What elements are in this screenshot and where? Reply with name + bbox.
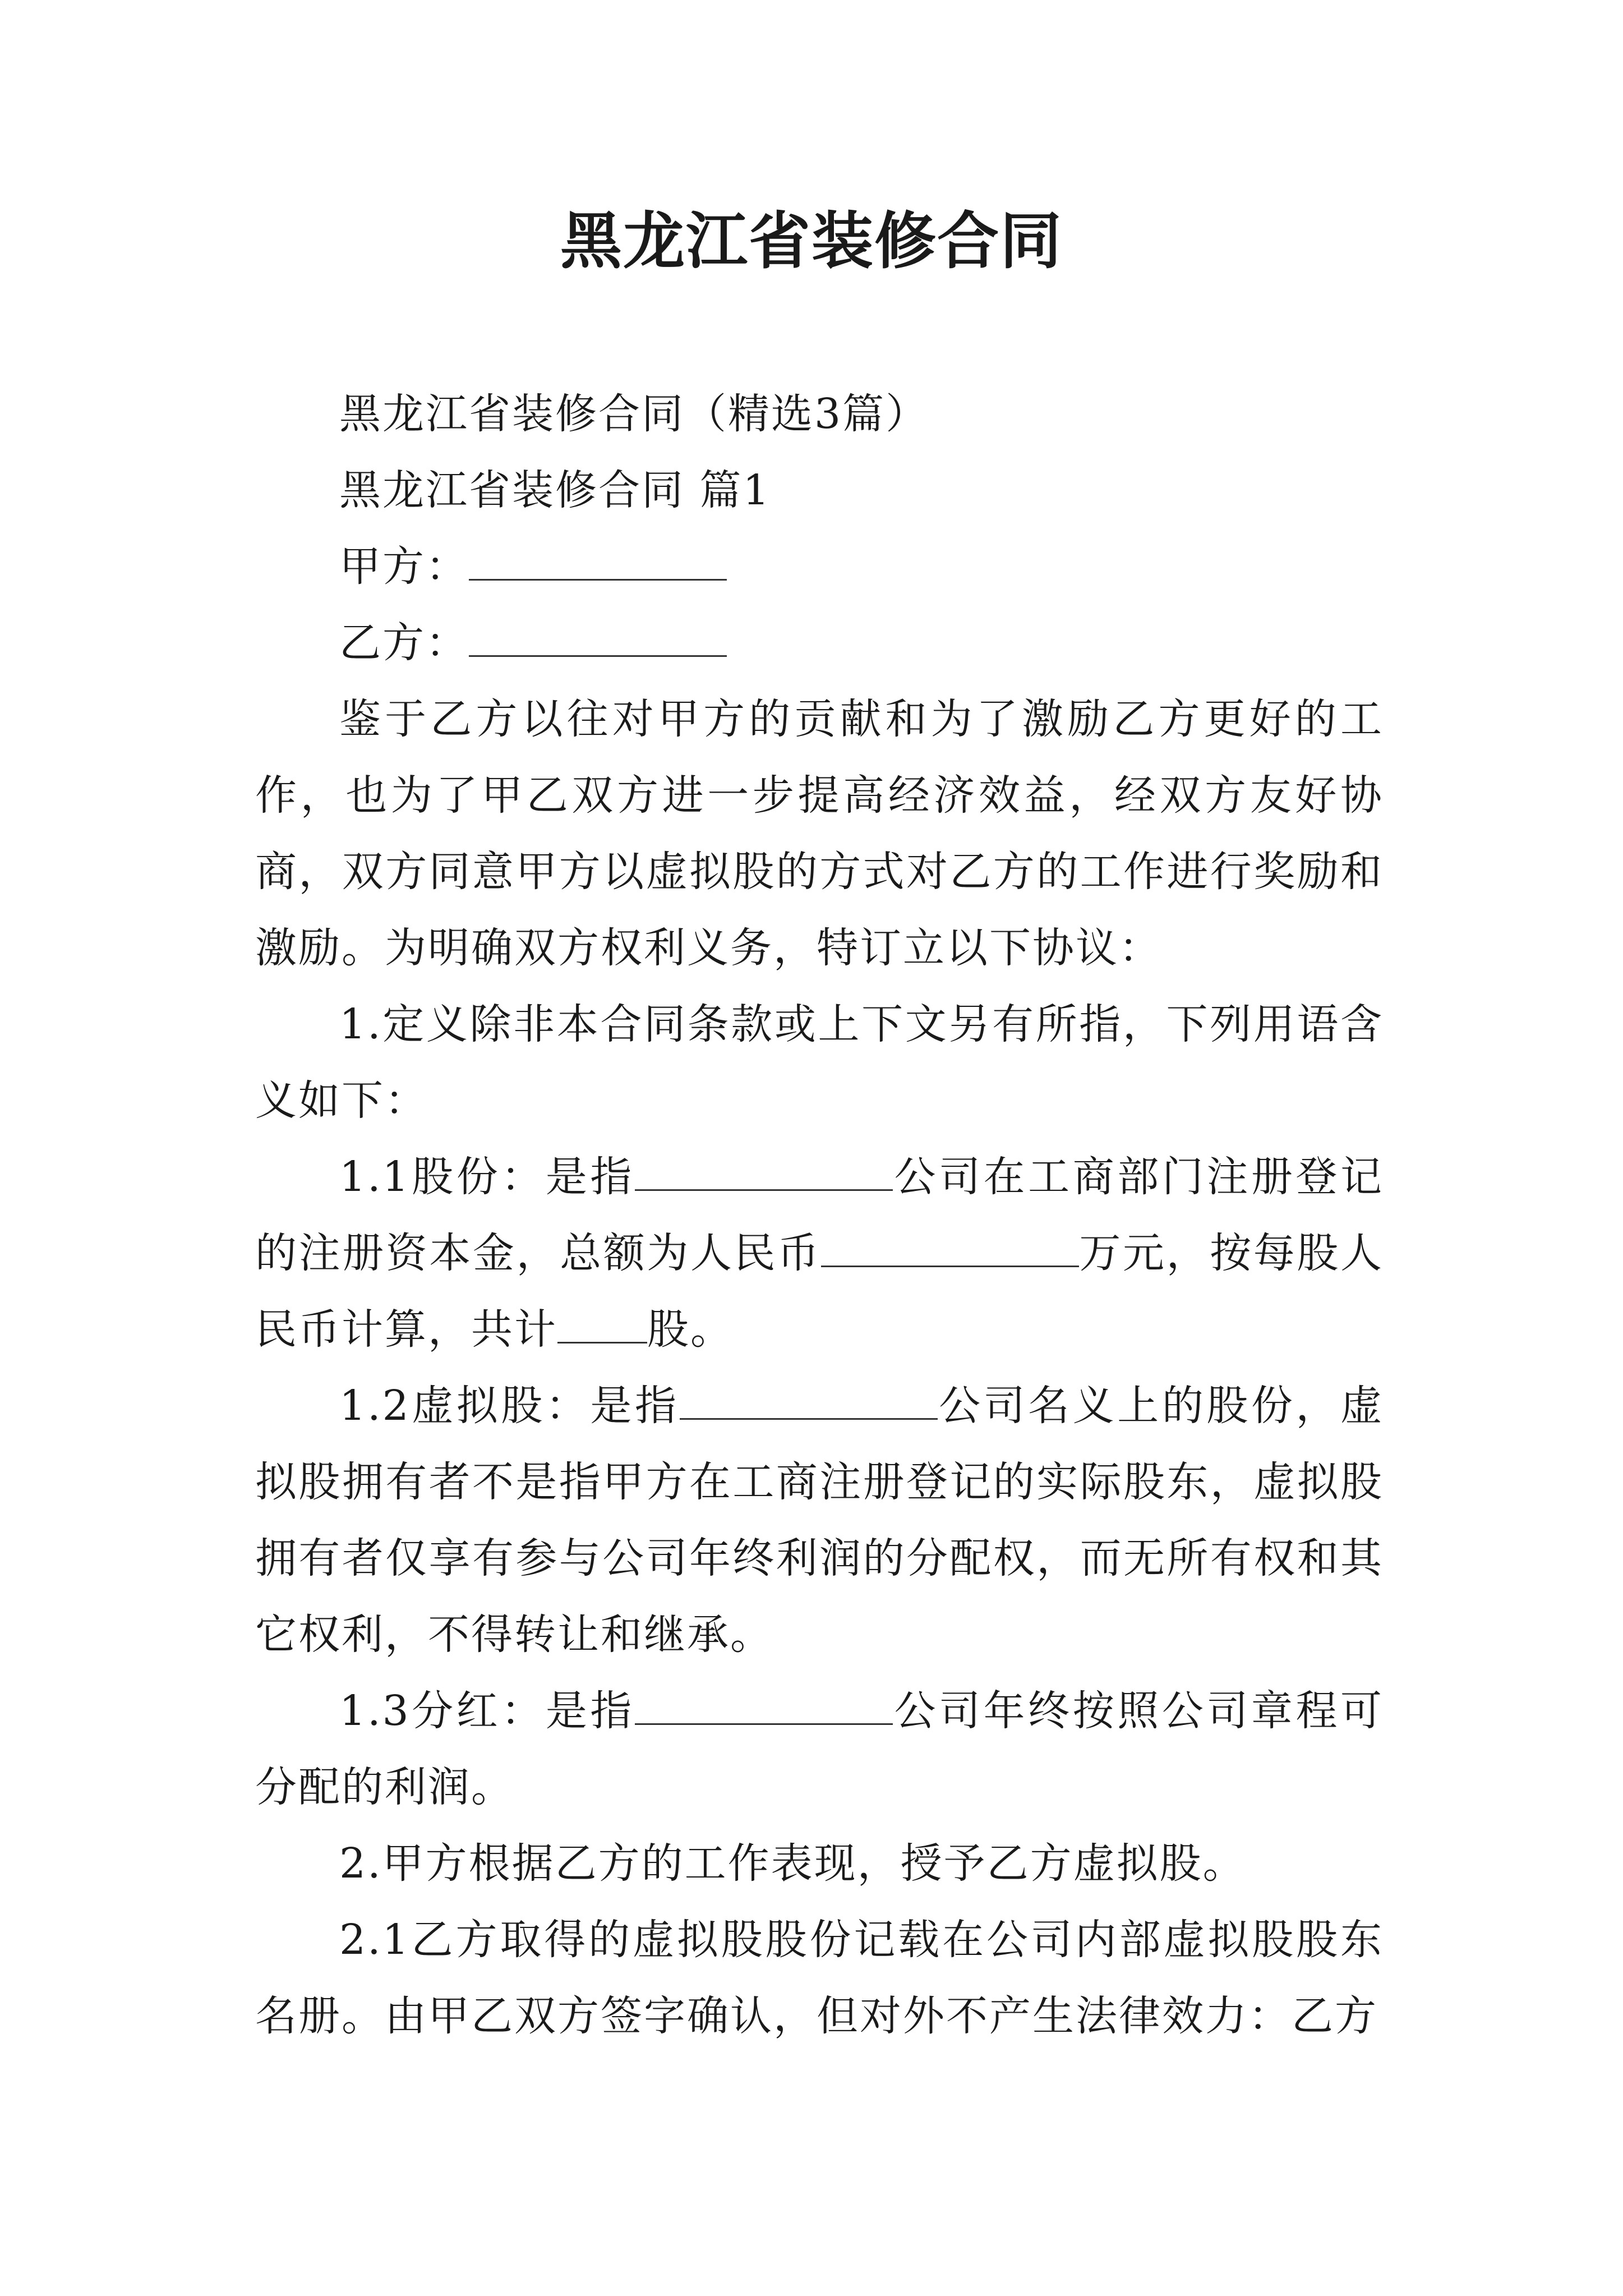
- party-a-label: 甲方：: [339, 542, 469, 591]
- subtitle-paragraph: 黑龙江省装修合同（精选3篇）: [339, 390, 929, 438]
- intro-paragraph: 鉴于乙方以往对甲方的贡献和为了激励乙方更好的工作，也为了甲乙双方进一步提高经济效益，经双方友好协商，双方同意甲方以虚拟股的方式对乙方的工作进行奖励和激励。为明确双方权利义务，特订立以下协议：: [255, 695, 1384, 972]
- document-title: 黑龙江省装修合同: [560, 205, 1063, 277]
- text-segment: 公司名义上的股份，虚拟股拥有者不是指甲方在工商注册登记的实际股东，虚拟股拥有者仅享有参与公司年终利润的分配权，而无所有权和其它权利，不得转让和继承。: [255, 1382, 1384, 1659]
- text-segment: 1.1股份：是指: [339, 1153, 635, 1201]
- party-a-blank: [469, 543, 727, 581]
- company-blank: [635, 1687, 893, 1725]
- company-blank: [635, 1153, 893, 1191]
- text-segment: 公司年终按照公司章程可分配的利润。: [255, 1687, 1384, 1811]
- document-body: [255, 376, 1384, 2054]
- text-segment: 万元，按每股人民币计算，共计: [255, 1229, 1384, 1354]
- company-blank: [680, 1382, 938, 1420]
- definition-paragraph: 1.定义除非本合同条款或上下文另有所指，下列用语含义如下：: [255, 1000, 1384, 1125]
- text-segment: 公司在工商部门注册登记的注册资本金，总额为人民币: [255, 1153, 1384, 1277]
- amount-blank: [821, 1230, 1079, 1267]
- text-segment: 1.2虚拟股：是指: [339, 1382, 680, 1430]
- definition-shares-paragraph: [255, 1139, 1384, 1368]
- clause-2-paragraph: 2.甲方根据乙方的工作表现，授予乙方虚拟股。: [339, 1839, 1246, 1888]
- share-count-blank: [557, 1306, 647, 1343]
- definition-dividend-paragraph: [255, 1673, 1384, 1825]
- text-segment: 1.3分红：是指: [339, 1687, 635, 1735]
- text-segment: 股。: [647, 1305, 734, 1354]
- definition-virtual-shares-paragraph: [255, 1368, 1384, 1673]
- party-a-line: [255, 528, 1384, 605]
- party-b-line: [255, 605, 1384, 681]
- section-heading: 黑龙江省装修合同 篇1: [339, 466, 771, 514]
- party-b-label: 乙方：: [339, 619, 469, 667]
- clause-2-1-paragraph: 2.1乙方取得的虚拟股股份记载在公司内部虚拟股股东名册。由甲乙双方签字确认，但对外不产生法律效力：乙方: [255, 1916, 1384, 2040]
- party-b-blank: [469, 619, 727, 657]
